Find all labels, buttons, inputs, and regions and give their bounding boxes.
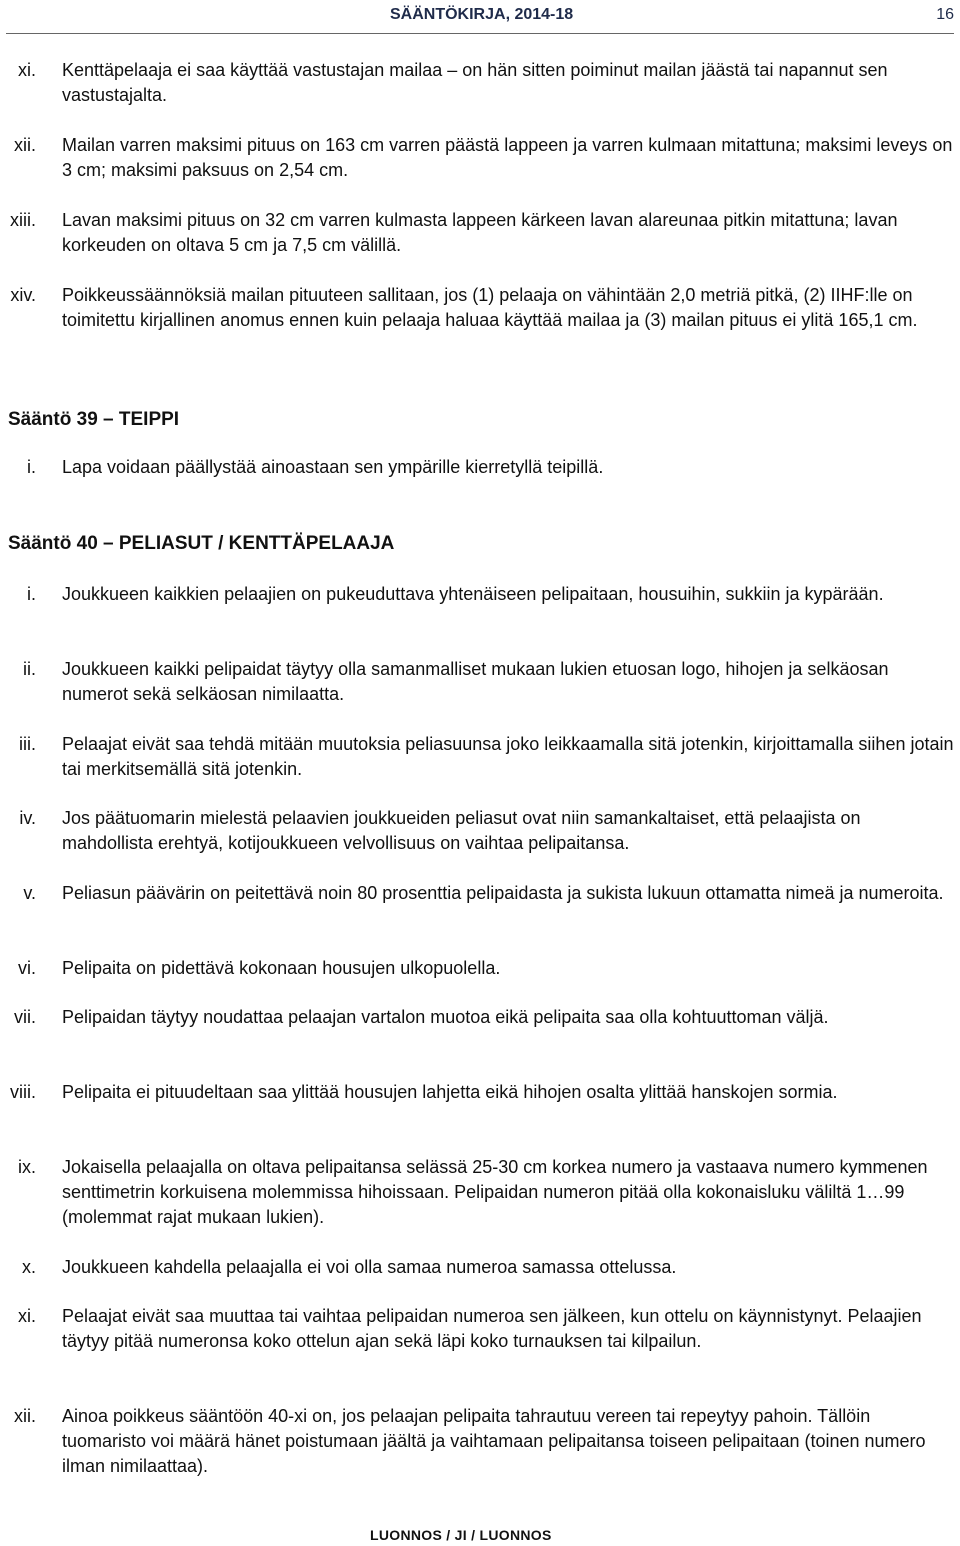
item-text: Peliasun päävärin on peitettävä noin 80 prosenttia pelipaidasta ja sukista lukuun ottamatta nimeä ja numeroita. — [62, 883, 944, 903]
item-text: Jokaisella pelaajalla on oltava pelipaitansa selässä 25-30 cm korkea numero ja vastaava numero kymmenen senttimetrin korkuisena molemmissa hihoissaan. Pelipaidan numeron pitää olla kokonaisluku väliltä 1…99 (molemmat rajat mukaan lukien). — [62, 1157, 928, 1227]
item-number: ix. — [18, 1157, 36, 1177]
item-text: Lapa voidaan päällystää ainoastaan sen ympärille kierretyllä teipillä. — [62, 457, 604, 477]
item-text: Joukkueen kaikki pelipaidat täytyy olla samanmalliset mukaan lukien etuosan logo, hihojen ja selkäosan numerot sekä selkäosan nimilaatta. — [62, 659, 889, 704]
item-text: Pelipaita on pidettävä kokonaan housujen ulkopuolella. — [62, 958, 501, 978]
item-number: i. — [27, 584, 36, 604]
item-number: x. — [21, 1257, 36, 1277]
item-text: Joukkueen kaikkien pelaajien on pukeuduttava yhtenäiseen pelipaitaan, housuihin, sukkiin ja kypärään. — [62, 584, 884, 604]
item-text: Joukkueen kahdella pelaajalla ei voi olla samaa numeroa samassa ottelussa. — [62, 1257, 677, 1277]
item-text: Pelipaidan täytyy noudattaa pelaajan vartalon muotoa eikä pelipaita saa olla kohtuuttoman väljä. — [62, 1007, 829, 1027]
document-title: SÄÄNTÖKIRJA, 2014-18 — [390, 6, 574, 23]
item-number: i. — [27, 457, 36, 477]
item-number: xiv. — [10, 285, 36, 305]
item-number: viii. — [10, 1082, 36, 1102]
item-number: iv. — [19, 808, 36, 828]
page-header — [0, 4, 960, 34]
rule-40-heading: Sääntö 40 – PELIASUT / KENTTÄPELAAJA — [8, 533, 395, 554]
item-number: ii. — [23, 659, 36, 679]
item-number: xi. — [18, 1306, 36, 1326]
item-number: xii. — [14, 1406, 36, 1426]
item-text: Lavan maksimi pituus on 32 cm varren kulmasta lappeen kärkeen lavan alareunaa pitkin mitattuna; lavan korkeuden on oltava 5 cm ja 7,5 cm välillä. — [62, 210, 898, 255]
item-text: Mailan varren maksimi pituus on 163 cm varren päästä lappeen ja varren kulmaan mitattuna; maksimi leveys on 3 cm; maksimi paksuus on 2,54 cm. — [62, 135, 953, 180]
item-number: vii. — [14, 1007, 36, 1027]
item-text: Poikkeussäännöksiä mailan pituuteen sallitaan, jos (1) pelaaja on vähintään 2,0 metriä pitkä, (2) IIHF:lle on toimitettu kirjallinen anomus ennen kuin pelaaja haluaa käyttää mailaa ja (3) mailan pituus ei ylitä 165,1 cm. — [62, 285, 918, 330]
item-text: Pelaajat eivät saa tehdä mitään muutoksia peliasuunsa joko leikkaamalla sitä jotenkin, kirjoittamalla siihen jotain tai merkitsemällä sitä jotenkin. — [62, 734, 954, 779]
page-number: 16 — [936, 6, 954, 23]
item-text: Pelipaita ei pituudeltaan saa ylittää housujen lahjetta eikä hihojen osalta ylittää hanskojen sormia. — [62, 1082, 838, 1102]
item-number: iii. — [19, 734, 36, 754]
item-number: xi. — [18, 60, 36, 80]
item-text: Kenttäpelaaja ei saa käyttää vastustajan mailaa – on hän sitten poiminut mailan jäästä tai napannut sen vastustajalta. — [62, 60, 888, 105]
item-number: xiii. — [10, 210, 36, 230]
item-number: xii. — [14, 135, 36, 155]
rule-39-heading: Sääntö 39 – TEIPPI — [8, 409, 180, 430]
header-divider — [6, 33, 954, 34]
item-text: Pelaajat eivät saa muuttaa tai vaihtaa pelipaidan numeroa sen jälkeen, kun ottelu on käynnistynyt. Pelaajien täytyy pitää numeronsa koko ottelun ajan sekä läpi koko turnauksen tai kilpailun. — [62, 1306, 922, 1351]
item-text: Jos päätuomarin mielestä pelaavien joukkueiden peliasut ovat niin samankaltaiset, että pelaajista on mahdollista erehtyä, kotijoukkueen velvollisuus on vaihtaa pelipaitansa. — [62, 808, 861, 853]
page-footer: LUONNOS / JI / LUONNOS — [370, 1527, 552, 1543]
item-number: v. — [23, 883, 36, 903]
item-text: Ainoa poikkeus sääntöön 40-xi on, jos pelaajan pelipaita tahrautuu vereen tai repeytyy pahoin. Tällöin tuomaristo voi määrä hänet poistumaan jäältä ja vaihtamaan pelipaitansa toiseen pelipaitaan (toinen numero ilman nimilaattaa). — [62, 1406, 926, 1476]
item-number: vi. — [18, 958, 36, 978]
